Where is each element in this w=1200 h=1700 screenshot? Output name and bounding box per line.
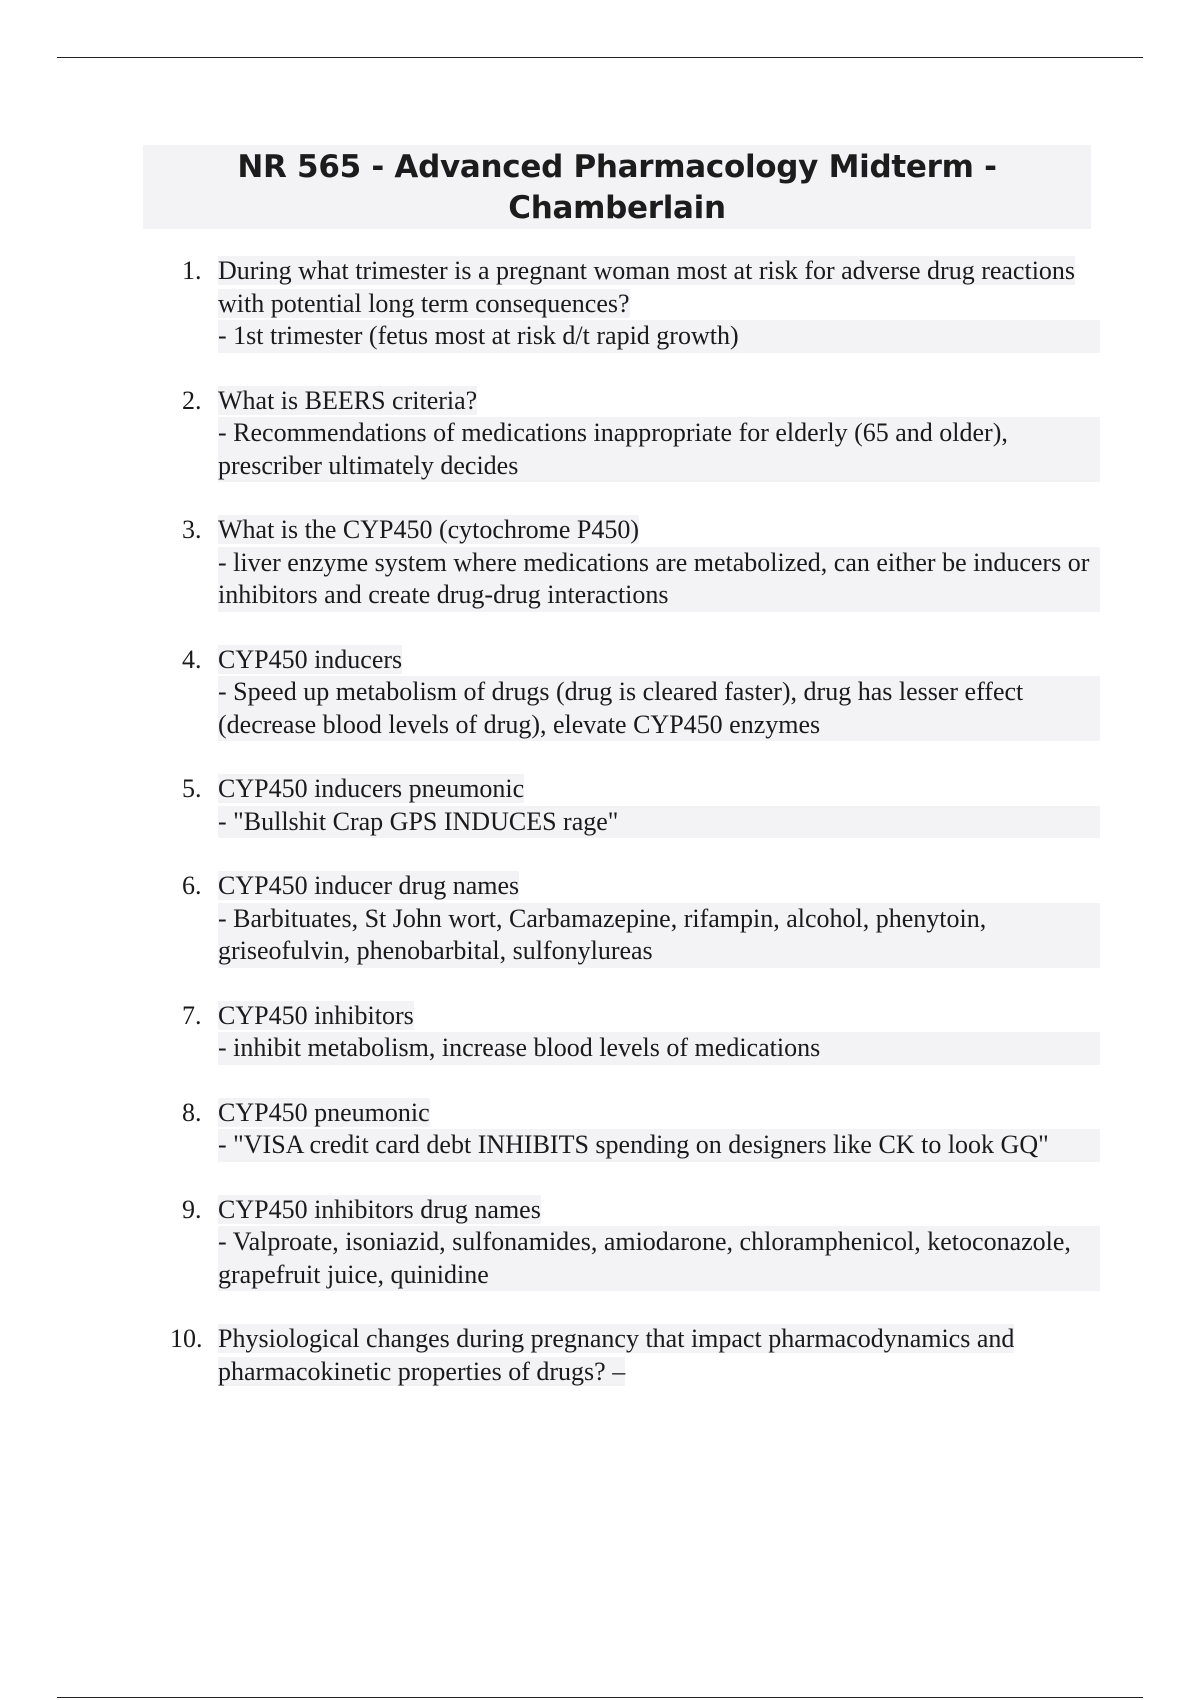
list-item (170, 1194, 1100, 1292)
list-item (170, 773, 1100, 838)
answer-text: - Valproate, isoniazid, sulfonamides, amiodarone, chloramphenicol, ketoconazole, grapefruit juice, quinidine (218, 1227, 1071, 1289)
question-text: During what trimester is a pregnant woman most at risk for adverse drug reactions with potential long term consequences? (218, 256, 1076, 318)
answer-text: - inhibit metabolism, increase blood levels of medications (218, 1033, 821, 1062)
list-item (170, 644, 1100, 742)
answer-text: - Recommendations of medications inappropriate for elderly (65 and older), prescriber ultimately decides (218, 418, 1008, 480)
title-line-1: NR 565 - Advanced Pharmacology Midterm - (237, 149, 997, 185)
list-item (170, 385, 1100, 483)
question-list (170, 255, 1100, 1420)
item-number: 3. (182, 515, 202, 544)
answer-text: - liver enzyme system where medications are metabolized, can either be inducers or inhibitors and create drug-drug interactions (218, 547, 1090, 609)
list-item (170, 1000, 1100, 1065)
list-item (170, 1323, 1100, 1388)
question-text: CYP450 inducers (218, 644, 403, 674)
item-number: 5. (182, 774, 202, 803)
item-number: 4. (182, 644, 202, 674)
question-text: CYP450 inducer drug names (218, 871, 520, 900)
item-number: 6. (182, 871, 202, 900)
list-item (170, 1097, 1100, 1162)
question-text: CYP450 inducers pneumonic (218, 774, 525, 803)
item-number: 8. (182, 1097, 202, 1127)
question-text: CYP450 pneumonic (218, 1097, 430, 1127)
answer-text: - Barbituates, St John wort, Carbamazepine, rifampin, alcohol, phenytoin, griseofulvin, phenobarbital, sulfonylureas (218, 903, 987, 965)
answer-text: - 1st trimester (fetus most at risk d/t rapid growth) (218, 321, 739, 350)
list-item (170, 870, 1100, 968)
list-item (170, 514, 1100, 612)
item-number: 1. (182, 256, 202, 285)
answer-text: - "Bullshit Crap GPS INDUCES rage" (218, 806, 619, 836)
title-line-2: Chamberlain (508, 190, 726, 226)
bottom-rule (57, 1697, 1143, 1698)
question-text: What is BEERS criteria? (218, 385, 478, 415)
question-text: What is the CYP450 (cytochrome P450) (218, 515, 639, 544)
top-rule (57, 57, 1143, 58)
item-number: 9. (182, 1194, 202, 1224)
question-text: CYP450 inhibitors drug names (218, 1194, 541, 1224)
question-text: Physiological changes during pregnancy that impact pharmacodynamics and pharmacokinetic properties of drugs? – (218, 1324, 1015, 1386)
answer-text: - Speed up metabolism of drugs (drug is cleared faster), drug has lesser effect (decrease blood levels of drug), elevate CYP450 enzymes (218, 677, 1024, 739)
item-number: 2. (182, 385, 202, 415)
document-title (143, 145, 1091, 229)
question-text: CYP450 inhibitors (218, 1000, 414, 1030)
item-number: 7. (182, 1000, 202, 1030)
item-number: 10. (170, 1324, 203, 1353)
list-item (170, 255, 1100, 353)
answer-text: - "VISA credit card debt INHIBITS spending on designers like CK to look GQ" (218, 1130, 1049, 1159)
